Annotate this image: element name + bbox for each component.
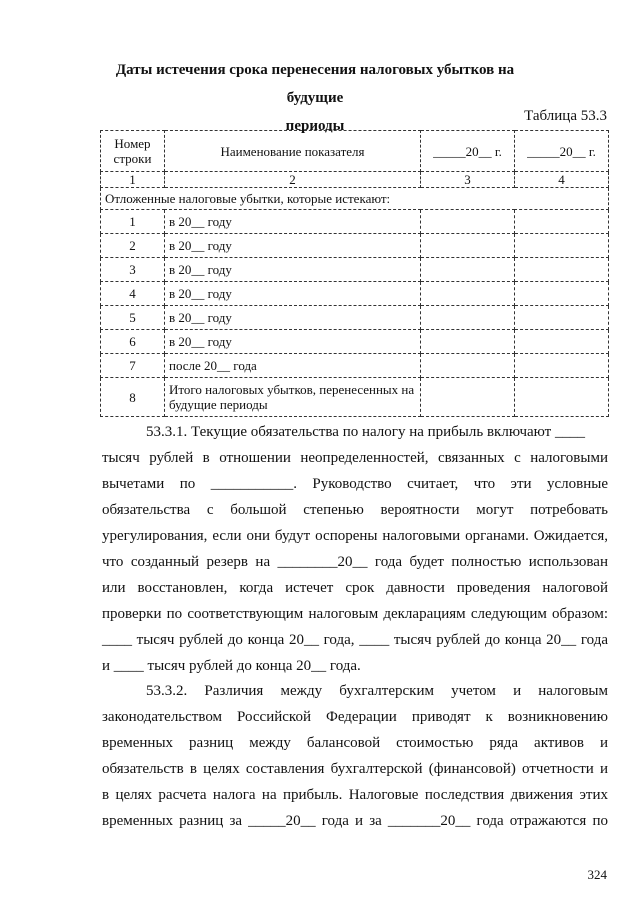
paragraph-line: временных разниц за _____20__ года и за _______20__ года отражаются по [102,813,608,829]
column-number-3: 3 [421,172,515,188]
header-year-1: _____20__ г. [421,131,515,172]
table-row [101,354,609,378]
value-cell [421,282,515,306]
paragraph-line: ____ тысяч рублей до конца 20__ года, ____ тысяч рублей до конца 20__ года [102,632,608,648]
value-cell [515,210,609,234]
paragraph-line: проверки по соответствующим налоговым декларациям следующим образом: [102,606,608,622]
table-section-row [101,188,609,210]
table-header-row [101,131,609,172]
row-label: в 20__ году [165,210,421,234]
row-number: 8 [101,378,165,417]
row-number: 4 [101,282,165,306]
value-cell [421,306,515,330]
value-cell [421,210,515,234]
header-year-2: _____20__ г. [515,131,609,172]
table-column-numbers-row [101,172,609,188]
row-number: 2 [101,234,165,258]
paragraph-line: или восстановлен, когда истечет срок давности проведения налоговой [102,580,608,596]
header-indicator-name: Наименование показателя [165,131,421,172]
value-cell [421,378,515,417]
title-line-1: Даты истечения срока перенесения налоговых убытков на будущие [115,62,515,106]
loss-expiry-table [100,130,609,417]
row-label: Итого налоговых убытков, перенесенных на будущие периоды [165,378,421,417]
paragraph-line: что созданный резерв на ________20__ года будет полностью использован [102,554,608,570]
paragraph-53-3-2 [102,678,608,834]
column-number-1: 1 [101,172,165,188]
paragraph-line: 53.3.1. Текущие обязательства по налогу на прибыль включают ____ [146,424,585,440]
row-label: после 20__ года [165,354,421,378]
paragraph-line: временных разниц между балансовой стоимостью ряда активов и [102,735,608,751]
page-number: 324 [587,867,607,882]
paragraph-line: в целях расчета налога на прибыль. Налоговые последствия движения этих [102,787,608,803]
paragraph-line: обязательств в целях составления бухгалтерской (финансовой) отчетности и [102,761,608,777]
row-label: в 20__ году [165,282,421,306]
value-cell [421,330,515,354]
header-row-number: Номер строки [101,131,165,172]
column-number-4: 4 [515,172,609,188]
row-number: 3 [101,258,165,282]
table-row-total [101,378,609,417]
row-number: 1 [101,210,165,234]
paragraph-line: тысяч рублей в отношении неопределенностей, связанных с налоговыми [102,450,608,466]
row-label: в 20__ году [165,330,421,354]
section-label: Отложенные налоговые убытки, которые истекают: [101,188,609,210]
column-number-2: 2 [165,172,421,188]
table-row [101,330,609,354]
value-cell [515,234,609,258]
paragraph-line: вычетами по ___________. Руководство считает, что эти условные [102,476,608,492]
paragraph-line: и ____ тысяч рублей до конца 20__ года. [102,658,361,674]
value-cell [515,306,609,330]
table-row [101,210,609,234]
paragraph-line: 53.3.2. Различия между бухгалтерским учетом и налоговым [146,683,608,699]
value-cell [515,282,609,306]
paragraph-line: обязательства с большой степенью вероятности могут потребовать [102,502,608,518]
row-number: 6 [101,330,165,354]
table-row [101,282,609,306]
paragraph-53-3-1 [102,419,608,679]
row-label: в 20__ году [165,234,421,258]
table-row [101,306,609,330]
document-title [100,56,530,140]
value-cell [515,330,609,354]
table-caption: Таблица 53.3 [524,108,607,124]
table-row [101,258,609,282]
paragraph-line: урегулирования, если они будут оспорены налоговыми органами. Ожидается, [102,528,608,544]
row-label: в 20__ году [165,258,421,282]
value-cell [421,258,515,282]
row-label: в 20__ году [165,306,421,330]
table-row [101,234,609,258]
value-cell [515,354,609,378]
paragraph-line: законодательством Российской Федерации приводят к возникновению [102,709,608,725]
row-number: 5 [101,306,165,330]
value-cell [515,378,609,417]
value-cell [515,258,609,282]
value-cell [421,234,515,258]
row-number: 7 [101,354,165,378]
value-cell [421,354,515,378]
title-line-2: периоды [285,118,345,134]
